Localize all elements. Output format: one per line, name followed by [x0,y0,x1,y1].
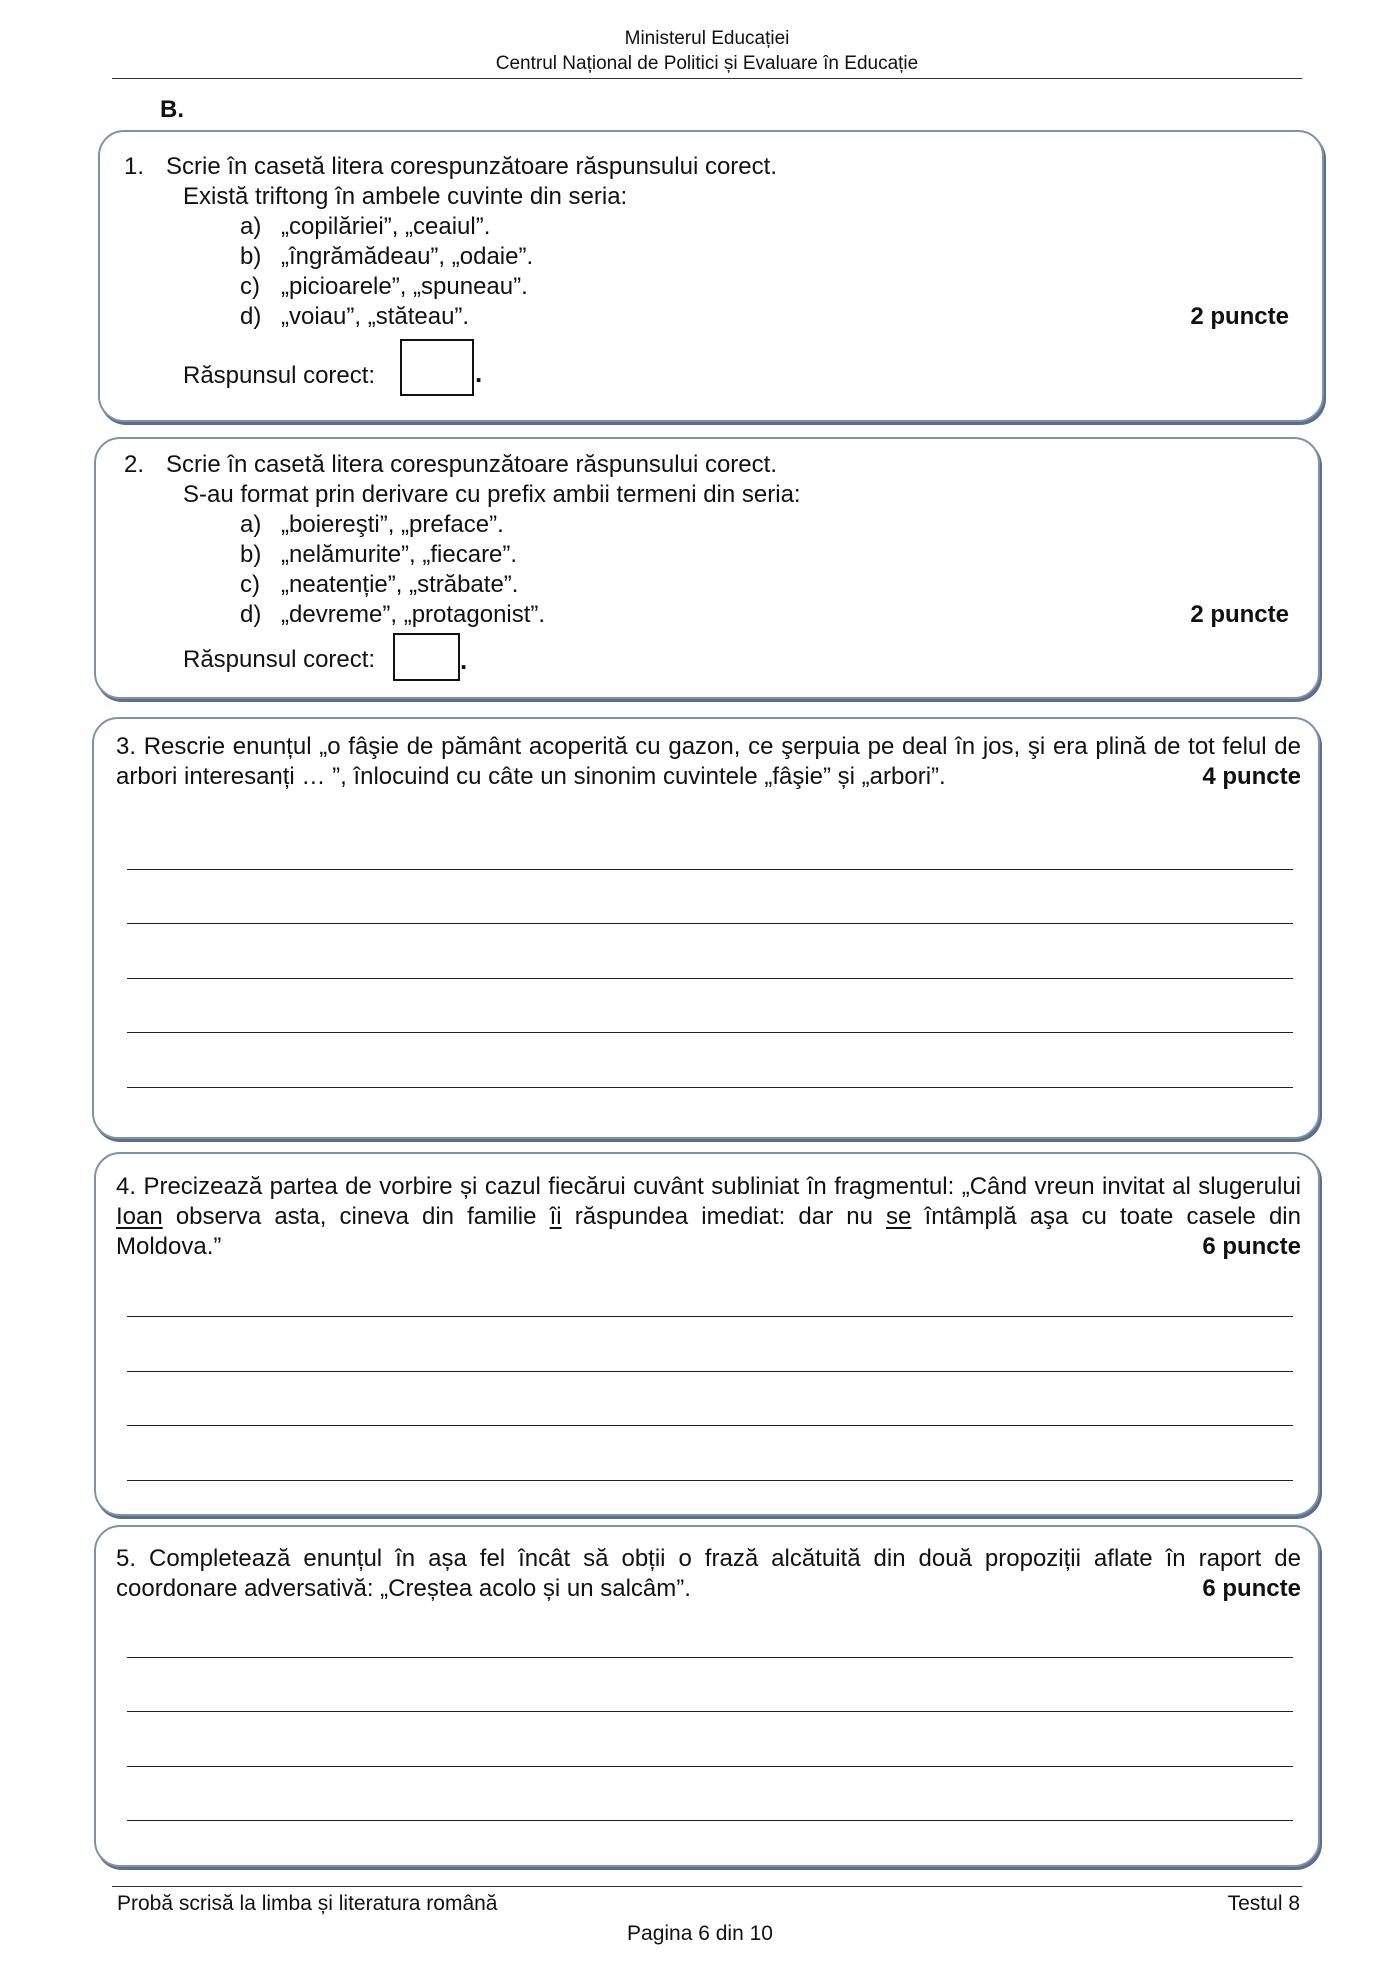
q5-answer-line[interactable] [127,1711,1293,1712]
q4-answer-line[interactable] [127,1425,1293,1426]
footer-exam-title: Probă scrisă la limba și literatura română [117,1892,498,1915]
q1-option-d-letter: d) [240,303,262,330]
q1-option-b-letter: b) [240,243,262,270]
q3-points: 4 puncte [1202,763,1301,790]
q2-option-a-letter: a) [240,511,262,538]
q3-answer-line[interactable] [127,1087,1293,1088]
header-center: Centrul Național de Politici și Evaluare în Educație [495,53,919,74]
q5-prompt: 5. Completează enunțul în așa fel încât să obții o frază alcătuită din două propoziții aflate în raport de coordonare adversativă: „Creștea acolo și un salcâm”. [116,1545,1301,1602]
q2-option-d-letter: d) [240,601,262,628]
q4-answer-line[interactable] [127,1316,1293,1317]
page-header [112,26,1302,76]
q2-option-b-text: „nelămurite”, „fiecare”. [281,541,518,568]
q3-prompt: 3. Rescrie enunțul „o fâşie de pământ acoperită cu gazon, ce şerpuia pe deal în jos, şi era plină de tot felul de arbori interesanți … ”, înlocuind cu câte un sinonim cuvintele „fâşie” și „arbori”. [116,733,1301,790]
q4-text [116,1172,1301,1262]
section-label: B. [160,96,184,123]
q2-option-a-text: „boiereşti”, „preface”. [281,511,504,538]
q1-answer-dot: . [475,358,483,388]
q3-answer-line[interactable] [127,869,1293,870]
q2-answer-box[interactable] [393,633,460,681]
q2-number: 2. [124,451,145,478]
q1-answer-box[interactable] [400,339,474,396]
q5-text [116,1544,1301,1604]
q1-option-d-text: „voiau”, „stăteau”. [281,303,470,330]
footer-rule [112,1886,1302,1887]
q4-underlined-word-2: îi [549,1203,562,1230]
q1-option-c-text: „picioarele”, „spuneau”. [281,273,528,300]
q3-text [116,732,1301,792]
q2-option-c-letter: c) [240,571,260,598]
q5-answer-line[interactable] [127,1657,1293,1658]
q5-points: 6 puncte [1202,1575,1301,1602]
q5-answer-line[interactable] [127,1820,1293,1821]
q2-answer-dot: . [460,645,468,675]
q4-prompt-part4: întâmplă aşa cu toate casele din Moldova.” [116,1203,1301,1260]
header-rule [112,78,1302,79]
q1-option-c-letter: c) [240,273,260,300]
q4-prompt-part3: răspundea imediat: dar nu [561,1203,887,1230]
q4-answer-line[interactable] [127,1480,1293,1481]
q1-points: 2 puncte [1190,303,1289,330]
q1-answer-label: Răspunsul corect: [183,362,376,389]
q2-option-b-letter: b) [240,541,262,568]
q2-stem: S-au format prin derivare cu prefix ambii termeni din seria: [183,481,801,508]
q4-underlined-word-1: Ioan [116,1203,163,1230]
q1-option-b-text: „îngrămădeau”, „odaie”. [281,243,534,270]
q3-answer-line[interactable] [127,923,1293,924]
q2-option-c-text: „neatenție”, „străbate”. [281,571,519,598]
q4-answer-line[interactable] [127,1371,1293,1372]
footer-test-number: Testul 8 [1227,1892,1300,1915]
q2-points: 2 puncte [1190,601,1289,628]
q4-prompt-part2: observa asta, cineva din familie [162,1203,550,1230]
header-ministry: Ministerul Educației [624,28,790,49]
q1-number: 1. [124,153,145,180]
q4-points: 6 puncte [1202,1233,1301,1260]
q1-instruction: Scrie în casetă litera corespunzătoare răspunsului corect. [166,153,777,180]
footer-page-number: Pagina 6 din 10 [627,1922,773,1945]
q2-instruction: Scrie în casetă litera corespunzătoare răspunsului corect. [166,451,777,478]
q1-option-a-letter: a) [240,213,262,240]
q2-answer-label: Răspunsul corect: [183,646,376,673]
q3-answer-line[interactable] [127,978,1293,979]
q4-prompt-part1: 4. Precizează partea de vorbire și cazul fiecărui cuvânt subliniat în fragmentul: „Când vreun invitat al slugerului [116,1173,1301,1200]
q1-option-a-text: „copilăriei”, „ceaiul”. [281,213,491,240]
q3-answer-line[interactable] [127,1032,1293,1033]
q4-underlined-word-3: se [886,1203,912,1230]
q1-stem: Există triftong în ambele cuvinte din seria: [183,183,628,210]
q5-answer-line[interactable] [127,1766,1293,1767]
q2-option-d-text: „devreme”, „protagonist”. [281,601,546,628]
